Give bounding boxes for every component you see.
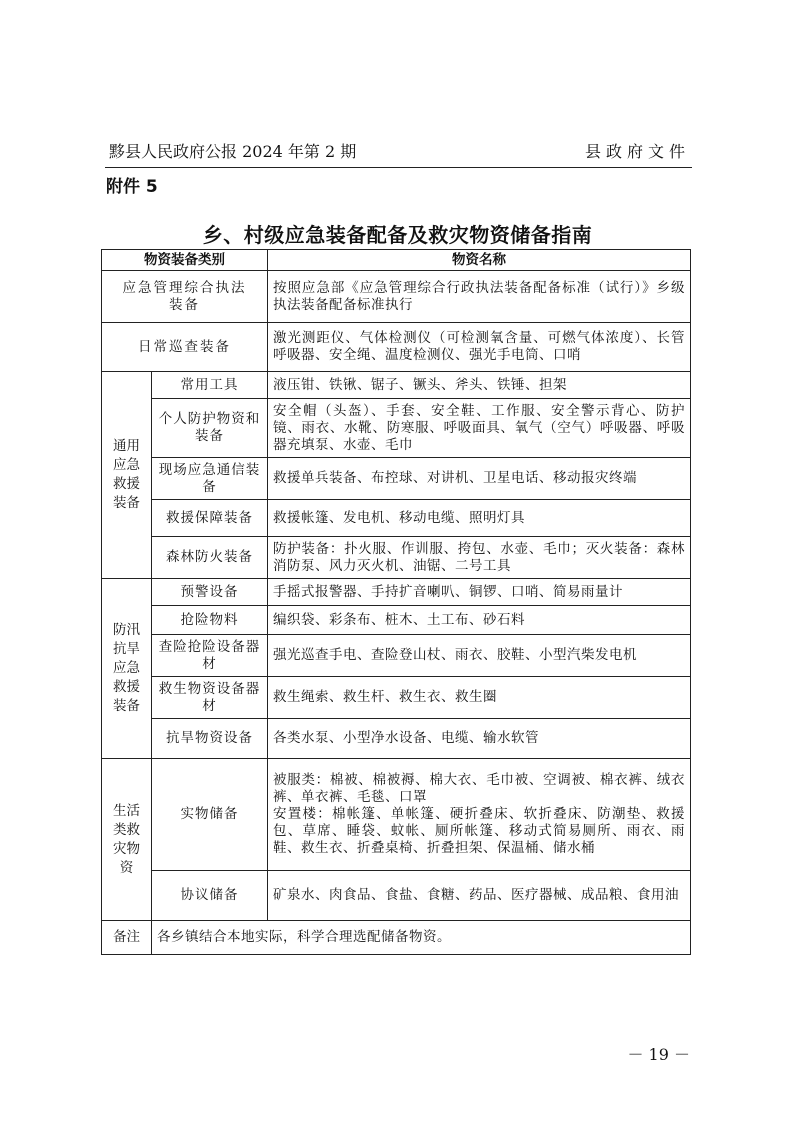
subcategory-cell: 预警设备	[152, 579, 268, 606]
table-row	[102, 635, 691, 677]
items-line: 被服类：棉被、棉被褥、棉大衣、毛巾被、空调被、棉衣裤、绒衣裤、单衣裤、毛毯、口罩	[273, 772, 685, 805]
subcategory-cell: 抗旱物资设备	[152, 719, 268, 759]
table-row	[102, 677, 691, 719]
items-cell: 矿泉水、肉食品、食盐、食糖、药品、医疗器械、成品粮、食用油	[268, 871, 691, 921]
table-row	[102, 921, 691, 955]
items-cell: 编织袋、彩条布、桩木、土工布、砂石料	[268, 606, 691, 635]
equipment-table	[101, 249, 691, 955]
items-cell: 激光测距仪、气体检测仪（可检测氧含量、可燃气体浓度）、长管呼吸器、安全绳、温度检测仪、强光手电筒、口哨	[268, 323, 691, 372]
subcategory-cell: 救援保障装备	[152, 500, 268, 537]
header-items: 物资名称	[268, 250, 691, 271]
note-label: 备注	[102, 921, 152, 955]
subcategory-cell: 现场应急通信装备	[152, 458, 268, 500]
header-divider	[105, 167, 692, 168]
table-header-row	[102, 250, 691, 271]
subcategory-cell: 抢险物料	[152, 606, 268, 635]
table-row	[102, 399, 691, 458]
items-cell: 按照应急部《应急管理综合行政执法装备配备标准（试行）》乡级执法装备配备标准执行	[268, 271, 691, 323]
table-row	[102, 719, 691, 759]
category-cell: 应急管理综合执法装备	[102, 271, 268, 323]
table-row	[102, 606, 691, 635]
table-row	[102, 579, 691, 606]
subcategory-cell: 个人防护物资和装备	[152, 399, 268, 458]
table-row	[102, 759, 691, 871]
group-label: 通用应急救援装备	[102, 372, 152, 579]
table-row	[102, 537, 691, 579]
items-cell: 手摇式报警器、手持扩音喇叭、铜锣、口哨、简易雨量计	[268, 579, 691, 606]
document-title: 乡、村级应急装备配备及救灾物资储备指南	[202, 223, 593, 247]
category-cell: 日常巡查装备	[102, 323, 268, 372]
table-row	[102, 271, 691, 323]
items-cell	[268, 759, 691, 871]
items-cell: 强光巡查手电、查险登山杖、雨衣、胶鞋、小型汽柴发电机	[268, 635, 691, 677]
table-row	[102, 372, 691, 399]
items-cell: 防护装备：扑火服、作训服、挎包、水壶、毛巾；灭火装备：森林消防泵、风力灭火机、油锯、二号工具	[268, 537, 691, 579]
subcategory-cell: 实物储备	[152, 759, 268, 871]
group-label: 生活类救灾物资	[102, 759, 152, 921]
table-row	[102, 458, 691, 500]
items-cell: 救生绳索、救生杆、救生衣、救生圈	[268, 677, 691, 719]
note-text: 各乡镇结合本地实际，科学合理选配储备物资。	[152, 921, 691, 955]
items-cell: 安全帽（头盔）、手套、安全鞋、工作服、安全警示背心、防护镜、雨衣、水靴、防寒服、呼吸面具、氧气（空气）呼吸器、呼吸器充填泵、水壶、毛巾	[268, 399, 691, 458]
subcategory-cell: 森林防火装备	[152, 537, 268, 579]
section-label: 县政府文件	[584, 142, 690, 161]
table-row	[102, 500, 691, 537]
items-cell: 救援单兵装备、布控球、对讲机、卫星电话、移动报灾终端	[268, 458, 691, 500]
items-line: 安置楼：棉帐篷、单帐篷、硬折叠床、软折叠床、防潮垫、救援包、草席、睡袋、蚊帐、厕所帐篷、移动式简易厕所、雨衣、雨鞋、救生衣、折叠桌椅、折叠担架、保温桶、储水桶	[273, 806, 685, 856]
items-cell: 液压钳、铁锹、锯子、镢头、斧头、铁锤、担架	[268, 372, 691, 399]
table-row	[102, 871, 691, 921]
attachment-label: 附件 5	[106, 177, 158, 197]
table-row	[102, 323, 691, 372]
group-label: 防汛抗旱应急救援装备	[102, 579, 152, 759]
page-number: － 19 －	[627, 1045, 690, 1064]
subcategory-cell: 协议储备	[152, 871, 268, 921]
items-cell: 救援帐篷、发电机、移动电缆、照明灯具	[268, 500, 691, 537]
bulletin-title: 黟县人民政府公报 2024 年第 2 期	[109, 142, 357, 161]
subcategory-cell: 救生物资设备器材	[152, 677, 268, 719]
header-category: 物资装备类别	[102, 250, 268, 271]
page-header	[105, 141, 690, 165]
subcategory-cell: 查险抢险设备器材	[152, 635, 268, 677]
subcategory-cell: 常用工具	[152, 372, 268, 399]
items-cell: 各类水泵、小型净水设备、电缆、输水软管	[268, 719, 691, 759]
